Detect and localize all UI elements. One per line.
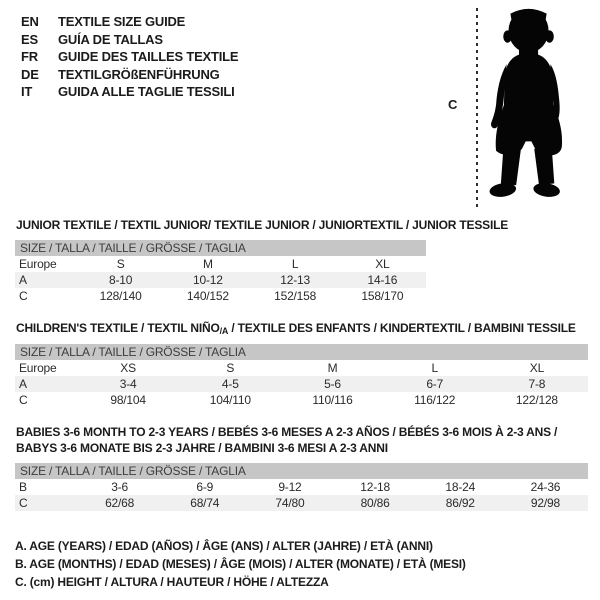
height-cell: 68/74 <box>190 496 220 510</box>
age-cell: 18-24 <box>445 480 476 494</box>
age-cell: 7-8 <box>528 377 546 391</box>
height-cell: 122/128 <box>515 393 558 407</box>
age-cell: 10-12 <box>193 273 223 287</box>
size-cell: S <box>226 361 235 375</box>
table-row-europe <box>15 360 588 376</box>
language-row-de <box>21 66 238 84</box>
size-cell: L <box>431 361 438 375</box>
language-code: FR <box>21 49 38 64</box>
size-cell: XL <box>529 361 545 375</box>
table-row-height <box>15 392 588 408</box>
language-label: TEXTILE SIZE GUIDE <box>58 14 186 29</box>
language-list <box>21 13 238 101</box>
legend-line-c: C. (cm) HEIGHT / ALTURA / HAUTEUR / HÖHE / ALTEZZA <box>15 575 329 589</box>
height-cell: 80/86 <box>360 496 390 510</box>
table-row-height <box>15 495 588 511</box>
height-cell: 104/110 <box>209 393 251 407</box>
row-label: B <box>19 480 27 494</box>
children-section-title <box>16 320 591 339</box>
language-label: GUIDE DES TAILLES TEXTILE <box>58 49 239 64</box>
language-row-en <box>21 13 238 31</box>
language-row-fr <box>21 48 238 66</box>
size-cell: M <box>327 361 338 375</box>
size-cell: L <box>291 257 299 271</box>
language-row-it <box>21 83 238 101</box>
height-cell: 152/158 <box>274 289 317 303</box>
legend-line-b: B. AGE (MONTHS) / EDAD (MESES) / ÂGE (MOIS) / ALTER (MONATE) / ETÀ (MESI) <box>15 557 466 571</box>
language-row-es <box>21 31 238 49</box>
row-label: C <box>19 393 28 407</box>
children-size-table <box>15 344 588 408</box>
language-label: TEXTILGRÖßENFÜHRUNG <box>58 66 220 82</box>
age-cell: 4-5 <box>221 377 239 391</box>
table-row-europe <box>15 256 426 272</box>
size-cell: M <box>202 257 213 271</box>
size-cell: S <box>116 257 125 271</box>
age-cell: 3-6 <box>111 480 128 494</box>
row-label: Europe <box>19 257 57 271</box>
language-code: IT <box>21 84 33 99</box>
table-row-age-months <box>15 479 588 495</box>
size-table-header: SIZE / TALLA / TAILLE / GRÖSSE / TAGLIA <box>15 344 588 360</box>
age-cell: 9-12 <box>278 480 302 494</box>
row-label: A <box>19 273 27 287</box>
legend <box>15 537 466 591</box>
legend-line-a: A. AGE (YEARS) / EDAD (AÑOS) / ÂGE (ANS) / ALTER (JAHRE) / ETÀ (ANNI) <box>15 539 433 553</box>
age-cell: 24-36 <box>530 480 561 494</box>
height-dotted-line <box>476 8 478 210</box>
height-cell: 110/116 <box>312 393 353 407</box>
table-row-age <box>15 272 426 288</box>
age-cell: 6-9 <box>196 480 214 494</box>
table-row-height <box>15 288 426 304</box>
language-label: GUÍA DE TALLAS <box>58 31 163 47</box>
row-label: C <box>19 496 28 510</box>
row-label: Europe <box>19 361 57 375</box>
height-cell: 92/98 <box>530 496 560 510</box>
age-cell: 5-6 <box>324 377 341 391</box>
height-cell: 128/140 <box>99 289 142 303</box>
babies-size-table <box>15 463 588 511</box>
height-cell: 140/152 <box>186 289 229 303</box>
size-table-header: SIZE / TALLA / TAILLE / GRÖSSE / TAGLIA <box>15 463 588 479</box>
baby-silhouette-icon <box>481 6 578 211</box>
children-title-prefix: CHILDREN'S TEXTILE / TEXTIL NIÑO <box>16 321 220 335</box>
size-table-header: SIZE / TALLA / TAILLE / GRÖSSE / TAGLIA <box>15 240 426 256</box>
age-cell: 3-4 <box>119 377 137 391</box>
babies-section-title <box>16 424 591 456</box>
height-cell: 62/68 <box>105 496 135 510</box>
age-cell: 8-10 <box>109 273 133 287</box>
children-title-sub: /A <box>219 326 229 336</box>
babies-title-line2: BABYS 3-6 MONATE BIS 2-3 JAHRE / BAMBINI 3-6 MESI A 2-3 ANNI <box>16 441 388 455</box>
language-code: DE <box>21 66 39 82</box>
language-code: EN <box>21 14 39 29</box>
row-label: C <box>19 289 28 303</box>
age-cell: 6-7 <box>426 377 444 391</box>
height-cell: 74/80 <box>275 496 305 510</box>
size-cell: XL <box>375 257 390 271</box>
height-measure-label: C <box>448 97 458 112</box>
row-label: A <box>19 377 27 391</box>
height-cell: 98/104 <box>110 393 146 407</box>
language-label: GUIDA ALLE TAGLIE TESSILI <box>58 84 235 99</box>
children-title-suffix: / TEXTILE DES ENFANTS / KINDERTEXTIL / BAMBINI TESSILE <box>228 321 576 335</box>
age-cell: 12-18 <box>360 480 390 494</box>
height-cell: 116/122 <box>414 393 456 407</box>
age-cell: 12-13 <box>280 273 310 287</box>
height-cell: 86/92 <box>445 496 475 510</box>
junior-size-table <box>15 240 426 304</box>
height-cell: 158/170 <box>361 289 404 303</box>
size-cell: XS <box>120 361 136 375</box>
age-cell: 14-16 <box>367 273 398 287</box>
language-code: ES <box>21 31 38 47</box>
table-row-age <box>15 376 588 392</box>
babies-title-line1: BABIES 3-6 MONTH TO 2-3 YEARS / BEBÉS 3-6 MESES A 2-3 AÑOS / BÉBÉS 3-6 MOIS À 2-3 ANS / <box>16 425 558 439</box>
junior-section-title: JUNIOR TEXTILE / TEXTIL JUNIOR/ TEXTILE JUNIOR / JUNIORTEXTIL / JUNIOR TESSILE <box>16 218 509 232</box>
